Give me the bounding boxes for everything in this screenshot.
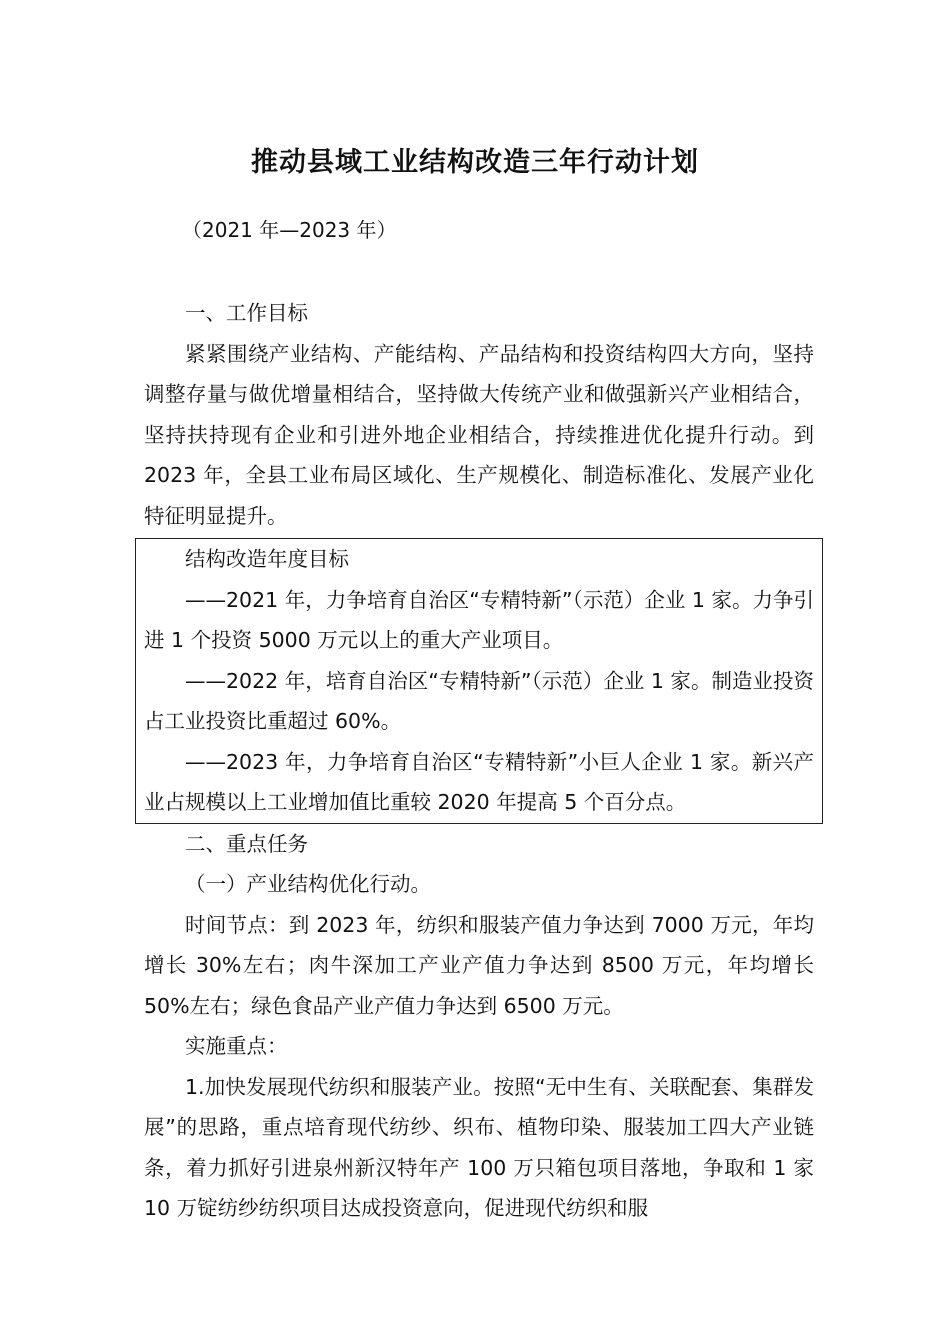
annual-target-2022: ——2022 年，培育自治区“专精特新”（示范）企业 1 家。制造业投资占工业投资比重超过 60%。 [144,668,814,733]
focus-label: 实施重点： [185,1034,288,1058]
document-title: 推动县域工业结构改造三年行动计划 [251,147,699,178]
section-2-heading: 二、重点任务 [185,831,308,856]
document-subtitle: （2021 年—2023 年） [182,218,397,242]
section-2-subheading: （一）产业结构优化行动。 [185,872,431,896]
timeline-paragraph: 时间节点：到 2023 年，纺织和服装产值力争达到 7000 万元，年均增长 30%左右；肉牛深加工产业产值力争达到 8500 万元，年均增长 50%左右；绿色食品产业产值力争达到 6500 万元。 [144,912,814,1018]
annual-targets-box [135,538,823,824]
annual-target-2021: ——2021 年，力争培育自治区“专精特新”（示范）企业 1 家。力争引进 1 个投资 5000 万元以上的重大产业项目。 [144,587,814,652]
section-1-paragraph: 紧紧围绕产业结构、产能结构、产品结构和投资结构四大方向，坚持调整存量与做优增量相结合，坚持做大传统产业和做强新兴产业相结合，坚持扶持现有企业和引进外地企业相结合，持续推进优化提升行动。到 2023 年，全县工业布局区域化、生产规模化、制造标准化、发展产业化特征明显提升。 [144,341,814,528]
document-body [144,293,814,1229]
annual-targets-heading: 结构改造年度目标 [185,547,349,571]
annual-target-2023: ——2023 年，力争培育自治区“专精特新”小巨人企业 1 家。新兴产业占规模以上工业增加值比重较 2020 年提高 5 个百分点。 [144,749,814,814]
focus-item-1: 1.加快发展现代纺织和服装产业。按照“无中生有、关联配套、集群发展”的思路，重点培育现代纺纱、织布、植物印染、服装加工四大产业链条，着力抓好引进泉州新汉特年产 100 万只箱包项目落地，争取和 1 家 10 万锭纺纱纺织项目达成投资意向，促进现代纺织和服 [144,1074,814,1220]
section-1-heading: 一、工作目标 [185,301,308,325]
